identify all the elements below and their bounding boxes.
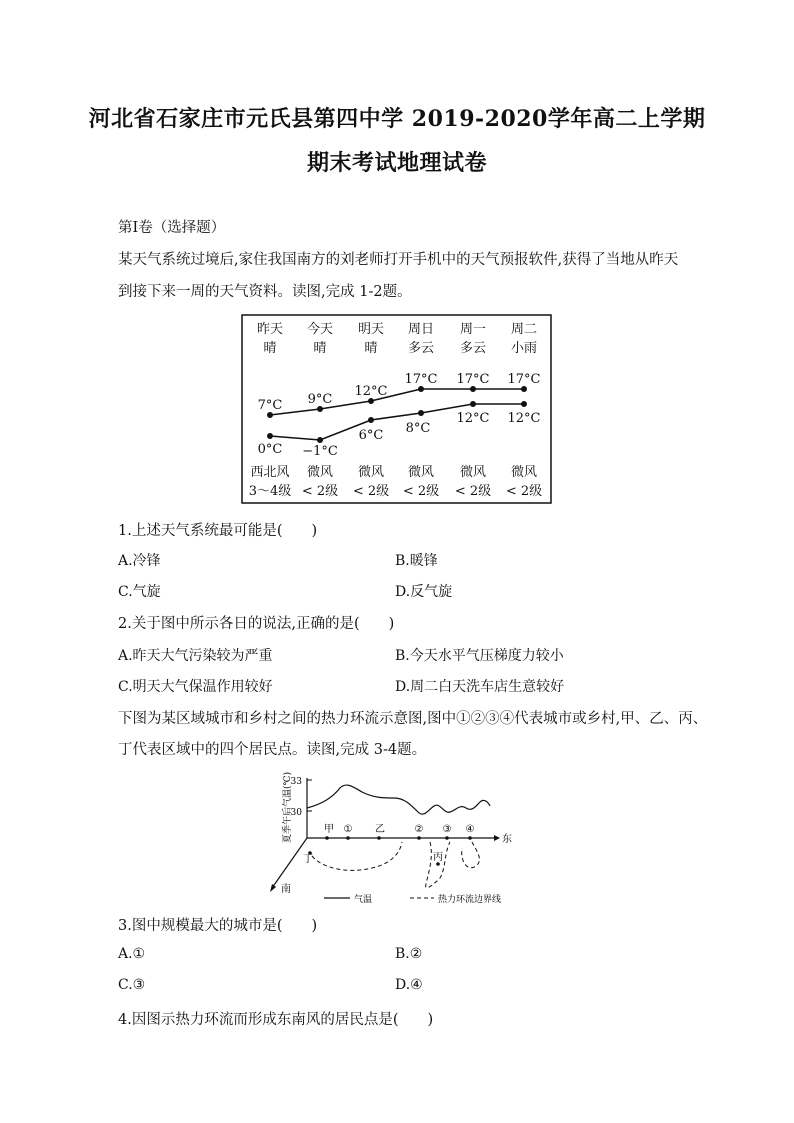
high-label-0: 7°C [257, 398, 283, 413]
q2-stem: 2.关于图中所示各日的说法,正确的是( ) [118, 616, 395, 632]
wind-dir-0: 西北风 [250, 465, 290, 480]
low-label-2: 6°C [358, 428, 384, 443]
q3-option-b[interactable]: B.② [395, 946, 423, 962]
label-c4: ④ [465, 824, 475, 835]
day-weather-1: 晴 [313, 341, 327, 356]
low-label-0: 0°C [257, 442, 283, 457]
wind-dir-5: 微风 [510, 465, 538, 480]
legend-boundary: 热力环流边界线 [438, 895, 502, 905]
label-c1: ① [343, 824, 353, 835]
q2-option-d[interactable]: D.周二白天洗车店生意较好 [395, 679, 565, 695]
label-bing: 丙 [433, 852, 443, 863]
day-weather-5: 小雨 [510, 341, 538, 356]
low-label-4: 12°C [456, 411, 490, 426]
day-name-2: 明天 [357, 322, 385, 337]
day-weather-4: 多云 [459, 341, 487, 356]
day-name-5: 周二 [510, 322, 538, 337]
legend-temperature: 气温 [354, 895, 373, 905]
day-name-1: 今天 [306, 322, 334, 337]
high-label-2: 12°C [354, 384, 388, 399]
day-name-3: 周日 [407, 322, 435, 337]
section-heading: 第Ⅰ卷（选择题） [118, 220, 226, 236]
label-c2: ② [414, 824, 424, 835]
high-label-1: 9°C [307, 392, 333, 407]
y-axis-label: 夏季午后气温(℃) [283, 771, 293, 843]
low-label-5: 12°C [507, 411, 541, 426]
day-weather-0: 晴 [263, 341, 277, 356]
q2-option-a[interactable]: A.昨天大气污染较为严重 [118, 648, 273, 664]
low-point-4 [470, 401, 476, 407]
wind-level-0: 3～4级 [248, 484, 292, 499]
intro-2-line-1: 下图为某区域城市和乡村之间的热力环流示意图,图中①②③④代表城市或乡村,甲、乙、丙、 [118, 711, 708, 727]
high-label-5: 17°C [507, 372, 541, 387]
low-point-5 [521, 401, 527, 407]
wind-dir-4: 微风 [459, 465, 487, 480]
wind-dir-1: 微风 [306, 465, 334, 480]
low-label-3: 8°C [405, 421, 431, 436]
low-point-2 [368, 417, 374, 423]
intro-1-line-1: 某天气系统过境后,家住我国南方的刘老师打开手机中的天气预报软件,获得了当地从昨天 [118, 252, 679, 268]
day-weather-2: 晴 [364, 341, 378, 356]
q1-option-b[interactable]: B.暖锋 [395, 553, 438, 569]
y-tick-33: 33 [290, 777, 302, 787]
q2-option-c[interactable]: C.明天大气保温作用较好 [118, 679, 273, 695]
wind-level-1: < 2级 [301, 484, 339, 499]
wind-level-2: < 2级 [352, 484, 390, 499]
q1-option-c[interactable]: C.气旋 [118, 584, 161, 600]
wind-dir-2: 微风 [357, 465, 385, 480]
q2-option-b[interactable]: B.今天水平气压梯度力较小 [395, 648, 564, 664]
label-yi: 乙 [375, 824, 385, 835]
high-label-4: 17°C [456, 372, 490, 387]
low-point-1 [317, 437, 323, 443]
q1-option-d[interactable]: D.反气旋 [395, 584, 453, 600]
temperature-curve [307, 785, 490, 814]
heat-circulation-figure [262, 768, 512, 906]
q1-stem: 1.上述天气系统最可能是( ) [118, 523, 318, 539]
intro-2-line-2: 丁代表区域中的四个居民点。读图,完成 3-4题。 [118, 742, 427, 758]
low-point-0 [267, 433, 273, 439]
south-label: 南 [281, 884, 291, 895]
title-line-2: 期末考试地理试卷 [306, 150, 487, 176]
weather-forecast-figure [241, 314, 552, 504]
wind-level-4: < 2级 [454, 484, 492, 499]
boundary-curve-3 [462, 842, 480, 868]
wind-dir-3: 微风 [407, 465, 435, 480]
label-ding: 丁 [303, 854, 313, 865]
q3-option-c[interactable]: C.③ [118, 977, 146, 993]
intro-1-line-2: 到接下来一周的天气资料。读图,完成 1-2题。 [118, 284, 412, 300]
q4-stem: 4.因图示热力环流而形成东南风的居民点是( ) [118, 1012, 434, 1028]
q3-option-a[interactable]: A.① [118, 946, 146, 962]
boundary-curve-1 [312, 842, 402, 870]
y-tick-30: 30 [290, 808, 302, 818]
wind-level-3: < 2级 [402, 484, 440, 499]
east-label: 东 [502, 834, 512, 845]
q1-option-a[interactable]: A.冷锋 [118, 553, 161, 569]
title-line-1: 河北省石家庄市元氏县第四中学 2019-2020学年高二上学期 [88, 106, 706, 132]
wind-level-5: < 2级 [505, 484, 543, 499]
label-jia: 甲 [324, 824, 334, 835]
day-name-4: 周一 [459, 322, 487, 337]
q3-option-d[interactable]: D.④ [395, 977, 423, 993]
low-label-1: −1°C [302, 444, 338, 459]
label-c3: ③ [442, 824, 452, 835]
day-weather-3: 多云 [407, 341, 435, 356]
low-point-3 [418, 410, 424, 416]
day-name-0: 昨天 [256, 322, 284, 337]
high-label-3: 17°C [404, 372, 438, 387]
q3-stem: 3.图中规模最大的城市是( ) [118, 918, 318, 934]
